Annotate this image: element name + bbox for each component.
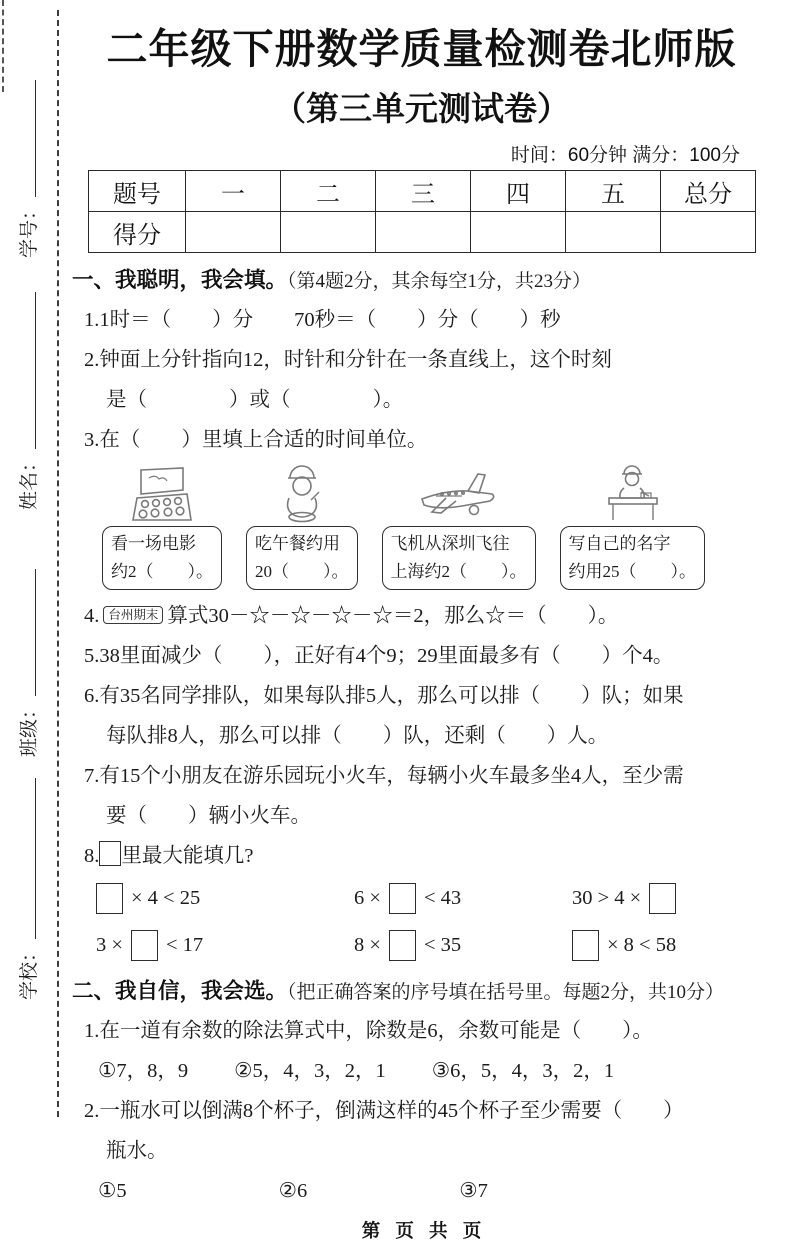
caption-line: 看一场电影	[111, 534, 196, 553]
s1-question-6-line2: 每队排8人，那么可以排（ ）队，还剩（ ）人。	[106, 725, 609, 748]
time-unit-picture-row	[102, 464, 773, 590]
student-name-label: 姓名：	[19, 452, 40, 510]
expression-text: < 17	[165, 934, 204, 957]
score-cell[interactable]	[376, 212, 471, 253]
fill-box[interactable]	[99, 841, 121, 866]
child-writing-icon	[597, 464, 667, 524]
fill-box[interactable]	[649, 883, 676, 914]
picture-caption	[102, 526, 222, 590]
inequality-expression	[96, 880, 354, 917]
expression-text: × 8 < 58	[607, 934, 677, 957]
score-cell[interactable]	[661, 212, 756, 253]
section1-scoring-note: （第4题2分，其余每空1分，共23分）	[287, 271, 592, 292]
fill-box[interactable]	[389, 930, 416, 961]
picture-item-flight	[382, 466, 536, 590]
score-table-col: 二	[281, 171, 376, 212]
school-blank[interactable]	[34, 778, 36, 939]
question-number: 8.	[84, 845, 100, 868]
s2-question-2-line1: 2.一瓶水可以倒满8个杯子，倒满这样的45个杯子至少需要（ ）	[84, 1100, 684, 1123]
s1-question-6-line1: 6.有35名同学排队，如果每队排5人，那么可以排（ ）队；如果	[84, 685, 684, 708]
school-field	[15, 778, 41, 1000]
score-table-col: 一	[186, 171, 281, 212]
inequality-expression	[572, 880, 773, 917]
s1-question-7-line1: 7.有15个小朋友在游乐园玩小火车，每辆小火车最多坐4人，至少需	[84, 765, 684, 788]
page-footer: 第 页 共 页	[361, 1220, 482, 1242]
page-edge-marks	[2, 0, 4, 92]
expression-text: < 35	[423, 934, 462, 957]
score-cell[interactable]	[186, 212, 281, 253]
picture-item-writing	[560, 464, 706, 590]
picture-caption	[382, 526, 536, 590]
inequality-expression	[354, 927, 572, 964]
s1-question-4	[70, 596, 773, 636]
class-field	[15, 569, 41, 757]
child-eating-icon	[273, 464, 331, 524]
option-1: ①7，8，9	[98, 1060, 189, 1083]
score-cell[interactable]	[566, 212, 661, 253]
caption-line: 上海约2（ ）。	[390, 562, 527, 582]
section2-scoring-note: （把正确答案的序号填在括号里。每题2分，共10分）	[287, 982, 725, 1004]
picture-item-lunch	[246, 464, 358, 590]
student-number-label: 学号：	[19, 200, 40, 258]
s1-question-4-text: 算式30－☆－☆－☆－☆＝2，那么☆＝（ ）。	[167, 605, 619, 628]
score-table-col: 三	[376, 171, 471, 212]
picture-caption	[246, 526, 358, 590]
airplane-icon	[416, 466, 502, 524]
s1-question-1: 1.1时＝（ ）分 70秒＝（ ）分（ ）秒	[84, 309, 561, 331]
section2-heading	[70, 973, 773, 1011]
s1-question-5: 5.38里面减少（ ），正好有4个9；29里面最多有（ ）个4。	[84, 645, 674, 668]
caption-line: 吃午餐约用	[255, 534, 340, 553]
picture-caption	[560, 526, 706, 590]
margin-dashed-line	[57, 10, 59, 1117]
time-limit-info: 时间：60分钟 满分：100分	[510, 145, 740, 166]
s1-question-2-line1: 2.钟面上分针指向12，时针和分针在一条直线上，这个时刻	[84, 349, 612, 371]
s1-question-7-line2: 要（ ）辆小火车。	[106, 805, 311, 828]
caption-line: 约用25（ ）。	[568, 562, 696, 582]
exam-source-badge: 台州期末	[103, 606, 163, 624]
expression-text: 30 > 4 ×	[572, 887, 642, 910]
student-number-blank[interactable]	[34, 80, 36, 197]
score-row-label: 得分	[89, 212, 186, 253]
s2-question-1-options	[70, 1051, 773, 1091]
caption-line: 写自己的名字	[568, 534, 671, 553]
s1-question-8-text: 里最大能填几?	[121, 845, 254, 868]
option-1: ①5	[98, 1180, 127, 1203]
expression-text: × 4 < 25	[131, 887, 201, 910]
page-subtitle: （第三单元测试卷）	[273, 90, 570, 127]
student-number-field	[15, 80, 41, 258]
school-label: 学校：	[19, 942, 40, 1000]
score-table	[88, 170, 756, 253]
expression-text: 8 ×	[354, 934, 381, 957]
s1-question-2-line2: 是（ ）或（ ）。	[106, 389, 404, 411]
score-table-corner: 题号	[89, 171, 186, 212]
fill-box[interactable]	[131, 930, 158, 961]
option-2: ②6	[278, 1180, 308, 1203]
caption-line: 约2（ ）。	[111, 562, 213, 582]
score-table-col: 总分	[661, 171, 756, 212]
fill-box[interactable]	[96, 883, 123, 914]
s1-question-8-expressions	[96, 880, 773, 964]
option-3: ③7	[459, 1180, 488, 1203]
cinema-icon	[129, 466, 195, 524]
expression-text: < 43	[423, 887, 462, 910]
picture-item-movie	[102, 466, 222, 590]
question-number: 4.	[84, 605, 100, 628]
score-table-header-row	[89, 171, 756, 212]
fill-box[interactable]	[389, 883, 416, 914]
section1-heading	[70, 262, 773, 300]
page-title: 二年级下册数学质量检测卷北师版	[106, 26, 737, 72]
caption-line: 20（ ）。	[255, 562, 349, 582]
option-2: ②5，4，3，2，1	[234, 1060, 386, 1083]
section2-title: 二、我自信，我会选。	[72, 979, 288, 1004]
class-blank[interactable]	[34, 569, 36, 696]
score-table-score-row	[89, 212, 756, 253]
s2-question-2-options	[70, 1171, 773, 1211]
score-table-col: 五	[566, 171, 661, 212]
score-cell[interactable]	[471, 212, 566, 253]
option-3: ③6，5，4，3，2，1	[431, 1060, 615, 1083]
inequality-expression	[96, 927, 354, 964]
student-name-field	[15, 292, 41, 510]
expression-text: 6 ×	[354, 887, 381, 910]
student-name-blank[interactable]	[34, 292, 36, 449]
s2-question-1: 1.在一道有余数的除法算式中，除数是6，余数可能是（ ）。	[84, 1020, 653, 1043]
expression-text: 3 ×	[96, 934, 123, 957]
s1-question-3: 3.在（ ）里填上合适的时间单位。	[84, 429, 428, 451]
s1-question-8-intro	[70, 836, 773, 876]
inequality-expression	[572, 927, 773, 964]
score-table-col: 四	[471, 171, 566, 212]
score-cell[interactable]	[281, 212, 376, 253]
section1-title: 一、我聪明，我会填。	[72, 268, 288, 292]
s2-question-2-line2: 瓶水。	[106, 1140, 168, 1163]
class-label: 班级：	[19, 699, 40, 757]
inequality-expression	[354, 880, 572, 917]
caption-line: 飞机从深圳飞往	[390, 534, 510, 553]
fill-box[interactable]	[572, 930, 599, 961]
